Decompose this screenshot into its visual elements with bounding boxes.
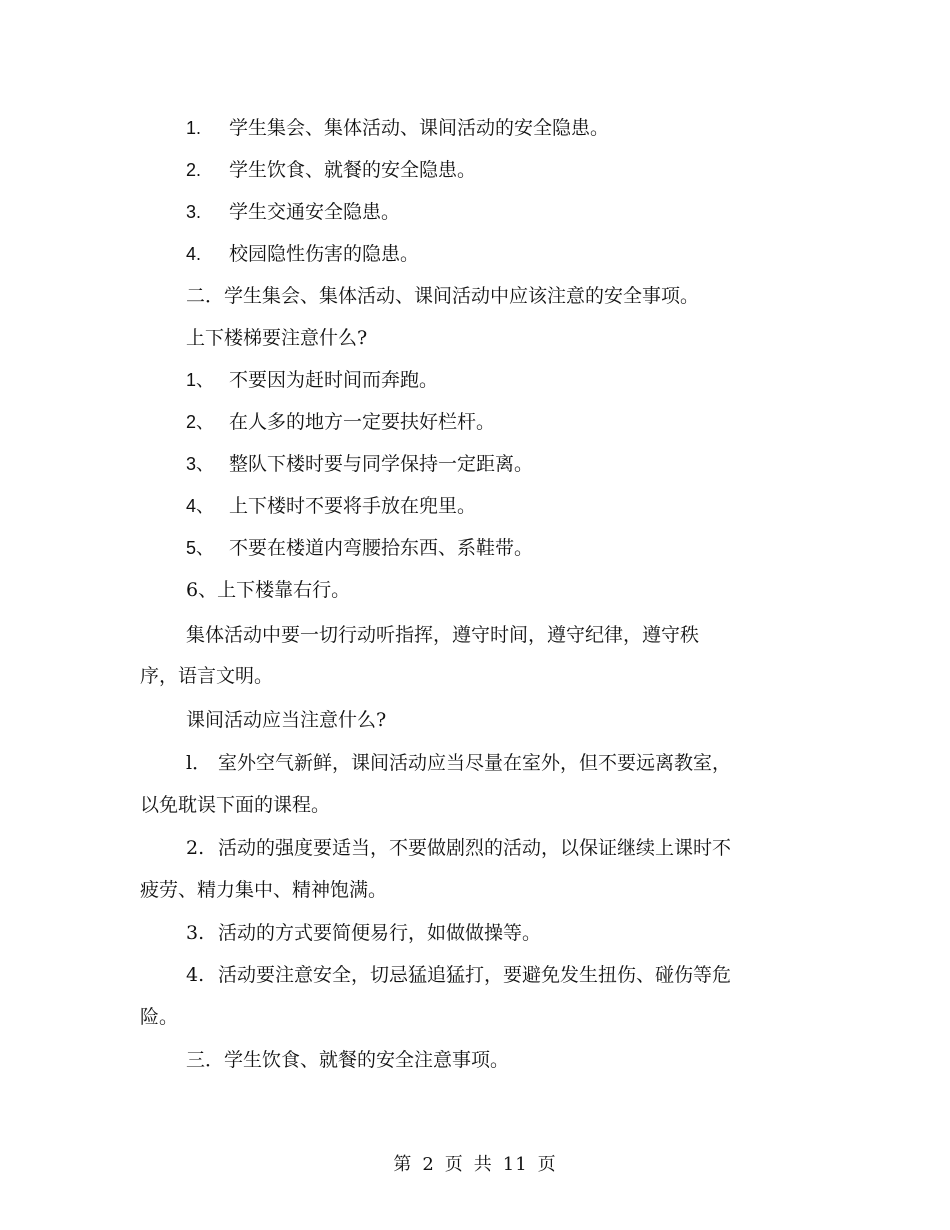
list-text: 上下楼时不要将手放在兜里。 bbox=[229, 495, 477, 517]
paragraph-line bbox=[0, 833, 950, 863]
paragraph-line bbox=[0, 875, 950, 905]
list-text: 学生饮食、就餐的安全隐患。 bbox=[229, 159, 477, 181]
section2-heading: 二．学生集会、集体活动、课间活动中应该注意的安全事项。 bbox=[186, 285, 700, 307]
paragraph-line bbox=[0, 1002, 950, 1032]
list-item bbox=[0, 491, 950, 521]
list-item bbox=[0, 449, 950, 479]
section3-heading: 三．学生饮食、就餐的安全注意事项。 bbox=[186, 1049, 510, 1071]
list-item bbox=[0, 407, 950, 437]
list-text: 学生集会、集体活动、课间活动的安全隐患。 bbox=[229, 117, 610, 139]
paragraph-text: 活动要注意安全，切忌猛追猛打，要避免发生扭伤、碰伤等危 bbox=[218, 964, 732, 986]
page-footer bbox=[0, 1150, 950, 1180]
list-item bbox=[0, 533, 950, 563]
question bbox=[0, 705, 950, 735]
paragraph-text: 活动的方式要简便易行，如做做操等。 bbox=[218, 922, 542, 944]
stairs-question: 上下楼梯要注意什么? bbox=[186, 327, 368, 349]
paragraph-text: 室外空气新鲜，课间活动应当尽量在室外，但不要远离教室， bbox=[218, 752, 732, 774]
list-number: 3. bbox=[186, 922, 205, 944]
footer-page-number: 2 bbox=[422, 1154, 435, 1175]
list-number: 1. bbox=[186, 118, 202, 138]
list-number: 3、 bbox=[186, 454, 215, 474]
paragraph-text: 险。 bbox=[140, 1006, 179, 1028]
paragraph-text: 疲劳、精力集中、精神饱满。 bbox=[140, 879, 388, 901]
list-text: 学生交通安全隐患。 bbox=[229, 201, 401, 223]
break-question: 课间活动应当注意什么? bbox=[186, 709, 387, 731]
list-number: 4. bbox=[186, 244, 202, 264]
list-item bbox=[0, 197, 950, 227]
list-number: l． bbox=[186, 752, 212, 774]
paragraph-line bbox=[0, 661, 950, 691]
list-number: 4. bbox=[186, 964, 205, 986]
list-number: 2、 bbox=[186, 412, 215, 432]
paragraph-line bbox=[0, 960, 950, 990]
section-heading bbox=[0, 281, 950, 311]
paragraph-text: 序，语言文明。 bbox=[140, 665, 274, 687]
question bbox=[0, 323, 950, 353]
paragraph-line bbox=[0, 748, 950, 778]
footer-prefix: 第 bbox=[393, 1154, 413, 1175]
list-text: 6、上下楼靠右行。 bbox=[186, 579, 351, 601]
list-number: 2. bbox=[186, 160, 202, 180]
list-item bbox=[0, 365, 950, 395]
paragraph-line bbox=[0, 790, 950, 820]
paragraph-text: 活动的强度要适当，不要做剧烈的活动，以保证继续上课时不 bbox=[218, 837, 732, 859]
footer-total-label: 共 bbox=[473, 1154, 493, 1175]
list-number: 5、 bbox=[186, 538, 215, 558]
list-item bbox=[0, 239, 950, 269]
footer-mid: 页 bbox=[444, 1154, 464, 1175]
list-item bbox=[0, 113, 950, 143]
section-heading bbox=[0, 1045, 950, 1075]
list-number: 1、 bbox=[186, 370, 215, 390]
paragraph-line bbox=[0, 918, 950, 948]
list-text: 在人多的地方一定要扶好栏杆。 bbox=[229, 411, 496, 433]
footer-suffix: 页 bbox=[537, 1154, 557, 1175]
list-text: 不要因为赶时间而奔跑。 bbox=[229, 369, 439, 391]
paragraph-text: 以免耽误下面的课程。 bbox=[140, 794, 331, 816]
list-number: 4、 bbox=[186, 496, 215, 516]
list-number: 3. bbox=[186, 202, 202, 222]
footer-total-pages: 11 bbox=[502, 1154, 528, 1175]
paragraph-text: 集体活动中要一切行动听指挥，遵守时间，遵守纪律，遵守秩 bbox=[186, 624, 700, 646]
paragraph-line bbox=[0, 620, 950, 650]
list-text: 校园隐性伤害的隐患。 bbox=[229, 243, 420, 265]
list-number: 2. bbox=[186, 837, 205, 859]
list-item bbox=[0, 155, 950, 185]
list-item bbox=[0, 575, 950, 605]
list-text: 整队下楼时要与同学保持一定距离。 bbox=[229, 453, 534, 475]
list-text: 不要在楼道内弯腰拾东西、系鞋带。 bbox=[229, 537, 534, 559]
